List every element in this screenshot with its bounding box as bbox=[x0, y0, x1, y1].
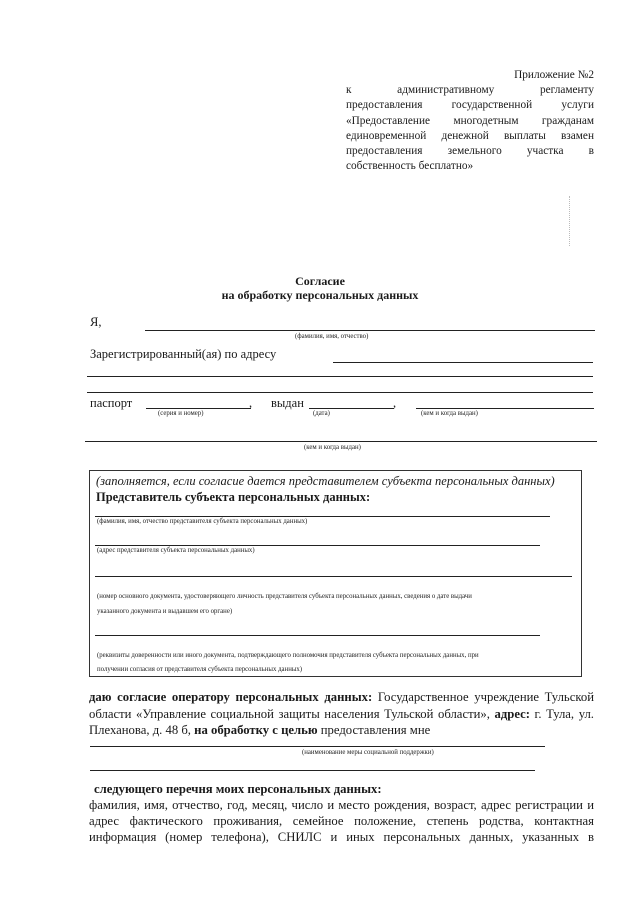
consent-paragraph bbox=[89, 689, 594, 739]
comma: , bbox=[249, 396, 253, 410]
list-line: фамилия, имя, отчество, год, месяц, число и место рождения, возраст, адрес регистрации и bbox=[89, 798, 594, 812]
comma: , bbox=[393, 396, 397, 410]
representative-note: (заполняется, если согласие дается представителем субъекта персональных данных) bbox=[96, 474, 555, 488]
passport-label: паспорт bbox=[90, 396, 133, 410]
issued-date-line[interactable] bbox=[309, 408, 394, 409]
who-when-caption: (кем и когда выдан) bbox=[421, 410, 478, 417]
rep-power-line[interactable] bbox=[95, 635, 540, 636]
address-field-line-2[interactable] bbox=[87, 376, 593, 377]
i-label: Я, bbox=[90, 315, 102, 329]
representative-heading: Представитель субъекта персональных данных: bbox=[96, 490, 371, 504]
rep-doc-caption: (номер основного документа, удостоверяющего личность представителя субъекта персональных данных, сведения о дате выдачи bbox=[97, 593, 472, 600]
passport-series-line[interactable] bbox=[146, 408, 251, 409]
list-heading: следующего перечня моих персональных данных: bbox=[94, 782, 382, 796]
fio-caption: (фамилия, имя, отчество) bbox=[295, 333, 369, 340]
consent-bold: даю согласие оператору персональных данных: bbox=[89, 690, 373, 704]
appendix-line: предоставления государственной услуги bbox=[346, 99, 594, 112]
address-field-line-3[interactable] bbox=[87, 392, 593, 393]
measure-caption: (наименование меры социальной поддержки) bbox=[302, 749, 434, 756]
address-label: Зарегистрированный(ая) по адресу bbox=[90, 347, 277, 361]
document-title: Согласие bbox=[295, 274, 345, 288]
consent-address: г. Тула, ул. Плеханова, д. 48 б, bbox=[89, 706, 594, 738]
issued-label: выдан bbox=[271, 396, 304, 410]
consent-purpose-label: на обработку с целью bbox=[190, 723, 318, 738]
rep-power-caption-2: получении согласия от представителя субъекта персональных данных) bbox=[97, 666, 303, 673]
rep-power-caption: (реквизиты доверенности или иного документа, подтверждающего полномочия представителя субъекта персональных данных, при bbox=[97, 652, 479, 659]
rep-doc-caption-2: указанного документа и выдавшем его органе) bbox=[97, 608, 233, 615]
consent-purpose: предоставления мне bbox=[317, 723, 431, 738]
address-field-line-1[interactable] bbox=[333, 362, 593, 363]
appendix-number: Приложение №2 bbox=[514, 69, 594, 81]
rep-fio-line[interactable] bbox=[95, 516, 550, 517]
rep-address-line[interactable] bbox=[95, 545, 540, 546]
appendix-block bbox=[346, 68, 594, 174]
appendix-line: собственность бесплатно» bbox=[346, 160, 474, 173]
consent-address-label: адрес: bbox=[489, 706, 530, 721]
fio-field-line[interactable] bbox=[145, 330, 595, 331]
representative-box bbox=[89, 470, 582, 677]
issued-by-line-2[interactable] bbox=[85, 441, 597, 442]
appendix-line: предоставления земельного участка в bbox=[346, 145, 594, 158]
rep-address-caption: (адрес представителя субъекта персональных данных) bbox=[97, 547, 255, 554]
measure-line-2[interactable] bbox=[90, 770, 535, 771]
rep-doc-line[interactable] bbox=[95, 576, 572, 577]
scan-mark bbox=[569, 196, 570, 246]
who-when-caption-2: (кем и когда выдан) bbox=[304, 444, 361, 451]
appendix-line: к административному регламенту bbox=[346, 84, 594, 97]
series-caption: (серия и номер) bbox=[158, 410, 204, 417]
list-line: информация (номер телефона), СНИЛС и иных персональных данных, указанных в bbox=[89, 830, 594, 844]
list-line: адрес фактического проживания, семейное положение, степень родства, контактная bbox=[89, 814, 594, 828]
issued-by-line[interactable] bbox=[416, 408, 594, 409]
document-subtitle: на обработку персональных данных bbox=[221, 288, 419, 302]
measure-line[interactable] bbox=[90, 746, 545, 747]
appendix-line: единовременной денежной выплаты взамен bbox=[346, 129, 594, 142]
rep-fio-caption: (фамилия, имя, отчество представителя субъекта персональных данных) bbox=[97, 518, 308, 525]
appendix-line: «Предоставление многодетным гражданам bbox=[346, 114, 594, 127]
date-caption: (дата) bbox=[313, 410, 330, 417]
consent-operator: Государственное учреждение Тульской области «Управление социальной защиты населения Тульской области», bbox=[89, 690, 594, 721]
